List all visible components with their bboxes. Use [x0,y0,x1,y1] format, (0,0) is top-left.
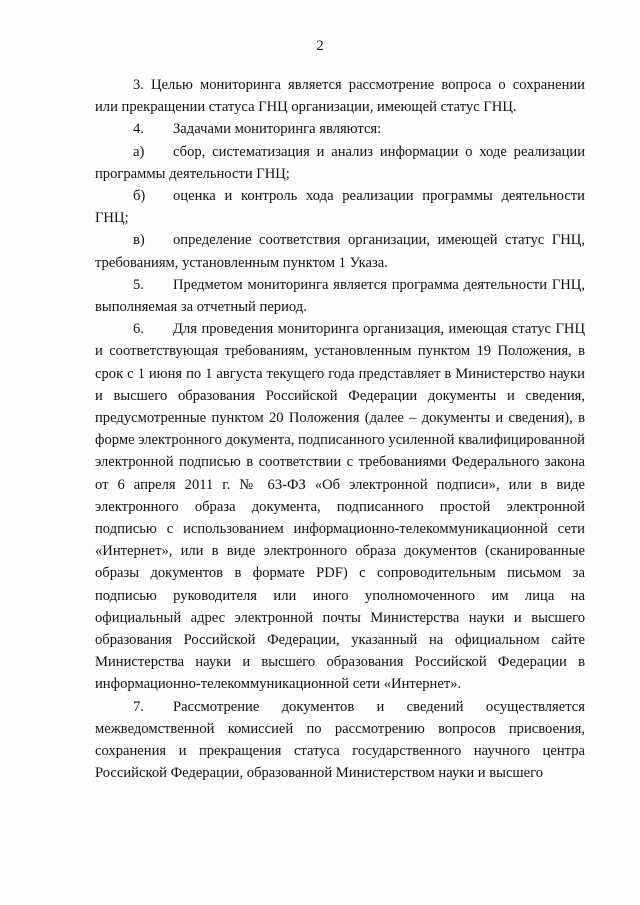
paragraph-text: Для проведения мониторинга организация, имеющая статус ГНЦ и соответствующая требованиям, установленным пунктом 19 Положения, в срок с 1 июня по 1 августа текущего года представляет в Министерство науки и высшего образования Российской Федерации документы и сведения, предусмотренные пунктом 20 Положения (далее – документы и сведения), в форме электронного документа, подписанного усиленной квалифицированной электронной подписью в соответствии с требованиями Федерального закона от 6 апреля 2011 г. № 63-ФЗ «Об электронной подписи», или в виде электронного образа документа, подписанного простой электронной подписью с использованием информационно-телекоммуникационной сети «Интернет», или в виде электронного образа документов (сканированные образы документов в формате PDF) с сопроводительным письмом за подписью руководителя или иного уполномоченного им лица на официальный адрес электронной почты Министерства науки и высшего образования Российской Федерации, указанный на официальном сайте Министерства науки и высшего образования Российской Федерации в информационно-телекоммуникационной сети «Интернет». [95,321,585,693]
paragraph-7 [95,696,585,785]
paragraph-text: Задачами мониторинга являются: [173,121,382,138]
list-letter: а) [133,143,145,160]
list-item-a [95,141,585,185]
paragraph-text: Рассмотрение документов и сведений осуществляется межведомственной комиссией по рассмотрению вопросов присвоения, сохранения и прекращения статуса государственного научного центра Российской Федерации, образованной Министерством науки и высшего [95,698,585,782]
paragraph-6 [95,318,585,695]
paragraph-number: 6. [133,321,144,338]
paragraph-number: 5. [133,276,144,293]
paragraph-5 [95,274,585,318]
page-number: 2 [316,38,324,54]
paragraph-3 [95,74,585,118]
paragraph-number: 4. [133,121,144,138]
list-item-text: определение соответствия организации, имеющей статус ГНЦ, требованиям, установленным пунктом 1 Указа. [95,232,585,271]
list-item-text: оценка и контроль хода реализации программы деятельности ГНЦ; [95,188,585,227]
list-item-v [95,229,585,273]
paragraph-text: Предметом мониторинга является программа деятельности ГНЦ, выполняемая за отчетный период. [95,276,585,316]
list-item-text: сбор, систематизация и анализ информации о ходе реализации программы деятельности ГНЦ; [95,143,585,182]
document-body [95,74,585,785]
list-letter: в) [133,232,145,249]
list-item-b [95,185,585,229]
paragraph-4 [95,118,585,140]
list-letter: б) [133,188,146,205]
paragraph-number: 7. [133,698,144,715]
paragraph-text: 3. Целью мониторинга является рассмотрение вопроса о сохранении или прекращении статуса ГНЦ организации, имеющей статус ГНЦ. [95,77,585,116]
